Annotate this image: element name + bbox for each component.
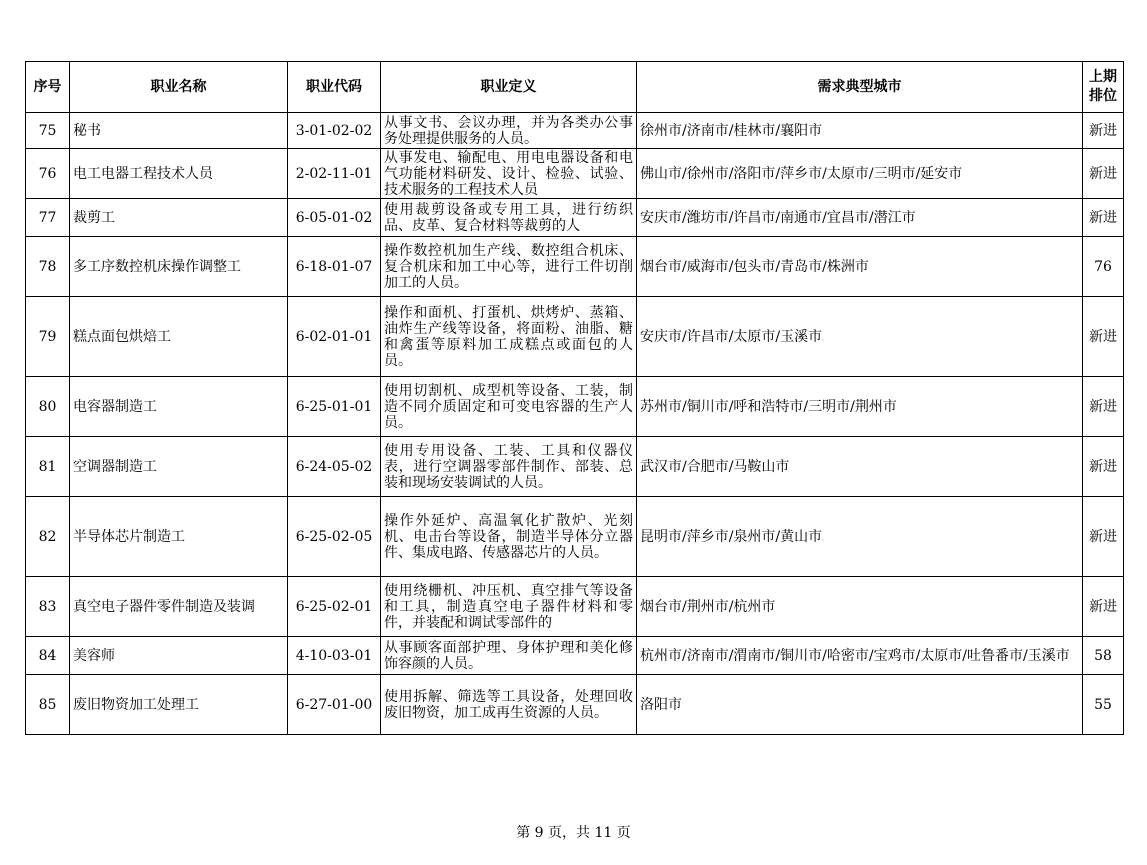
cell-occupation-code: 6-24-05-02 [288,437,381,497]
table-row [26,577,1124,637]
cell-cities: 武汉市/合肥市/马鞍山市 [637,437,1083,497]
table-row [26,437,1124,497]
cell-occupation-name: 多工序数控机床操作调整工 [70,237,288,297]
table-row [26,297,1124,377]
cell-occupation-code: 4-10-03-01 [288,637,381,675]
header-name: 职业名称 [70,62,288,113]
header-rank: 上期排位 [1083,62,1124,113]
cell-definition: 使用专用设备、工装、工具和仪器仪表，进行空调器零部件制作、部装、总装和现场安装调试的人员。 [381,437,637,497]
cell-definition: 操作数控机加生产线、数控组合机床、复合机床和加工中心等，进行工件切削加工的人员。 [381,237,637,297]
occupation-table [25,61,1124,735]
cell-occupation-name: 美容师 [70,637,288,675]
cell-rank: 新进 [1083,437,1124,497]
table-row [26,377,1124,437]
cell-cities: 苏州市/铜川市/呼和浩特市/三明市/荆州市 [637,377,1083,437]
table-row [26,237,1124,297]
cell-occupation-name: 真空电子器件零件制造及装调 [70,577,288,637]
cell-cities: 杭州市/济南市/渭南市/铜川市/哈密市/宝鸡市/太原市/吐鲁番市/玉溪市 [637,637,1083,675]
header-cities: 需求典型城市 [637,62,1083,113]
cell-rank: 新进 [1083,577,1124,637]
table-row [26,113,1124,149]
cell-definition: 使用切割机、成型机等设备、工装，制造不同介质固定和可变电容器的生产人员。 [381,377,637,437]
cell-cities: 佛山市/徐州市/洛阳市/萍乡市/太原市/三明市/延安市 [637,149,1083,199]
cell-seq: 81 [26,437,70,497]
table-row [26,497,1124,577]
header-seq: 序号 [26,62,70,113]
cell-occupation-code: 6-27-01-00 [288,675,381,735]
cell-occupation-code: 6-25-01-01 [288,377,381,437]
table-row [26,199,1124,237]
header-row [26,62,1124,113]
cell-seq: 82 [26,497,70,577]
cell-definition: 使用裁剪设备或专用工具，进行纺织品、皮革、复合材料等裁剪的人 [381,199,637,237]
cell-cities: 洛阳市 [637,675,1083,735]
cell-seq: 84 [26,637,70,675]
cell-rank: 58 [1083,637,1124,675]
page-footer: 第 9 页，共 11 页 [516,825,631,841]
cell-occupation-name: 废旧物资加工处理工 [70,675,288,735]
cell-seq: 75 [26,113,70,149]
header-code: 职业代码 [288,62,381,113]
header-definition: 职业定义 [381,62,637,113]
cell-occupation-name: 秘书 [70,113,288,149]
cell-rank: 新进 [1083,377,1124,437]
cell-occupation-code: 6-05-01-02 [288,199,381,237]
cell-rank: 新进 [1083,199,1124,237]
cell-definition: 从事顾客面部护理、身体护理和美化修饰容颜的人员。 [381,637,637,675]
table-row [26,149,1124,199]
cell-rank: 新进 [1083,297,1124,377]
cell-cities: 安庆市/许昌市/太原市/玉溪市 [637,297,1083,377]
cell-seq: 78 [26,237,70,297]
cell-definition: 使用绕栅机、冲压机、真空排气等设备和工具，制造真空电子器件材料和零件，并装配和调试零部件的 [381,577,637,637]
cell-definition: 操作和面机、打蛋机、烘烤炉、蒸箱、油炸生产线等设备，将面粉、油脂、糖和禽蛋等原料加工成糕点或面包的人员。 [381,297,637,377]
cell-cities: 烟台市/荆州市/杭州市 [637,577,1083,637]
cell-rank: 新进 [1083,149,1124,199]
cell-occupation-name: 电容器制造工 [70,377,288,437]
cell-seq: 80 [26,377,70,437]
cell-occupation-code: 6-25-02-05 [288,497,381,577]
cell-rank: 76 [1083,237,1124,297]
cell-rank: 新进 [1083,113,1124,149]
cell-cities: 徐州市/济南市/桂林市/襄阳市 [637,113,1083,149]
cell-cities: 昆明市/萍乡市/泉州市/黄山市 [637,497,1083,577]
cell-cities: 安庆市/潍坊市/许昌市/南通市/宜昌市/潜江市 [637,199,1083,237]
cell-occupation-name: 电工电器工程技术人员 [70,149,288,199]
table-row [26,675,1124,735]
cell-occupation-code: 6-25-02-01 [288,577,381,637]
cell-seq: 83 [26,577,70,637]
cell-occupation-name: 半导体芯片制造工 [70,497,288,577]
cell-occupation-code: 6-02-01-01 [288,297,381,377]
cell-occupation-code: 2-02-11-01 [288,149,381,199]
table-row [26,637,1124,675]
cell-cities: 烟台市/威海市/包头市/青岛市/株洲市 [637,237,1083,297]
cell-occupation-name: 糕点面包烘焙工 [70,297,288,377]
cell-occupation-code: 6-18-01-07 [288,237,381,297]
cell-definition: 从事文书、会议办理，并为各类办公事务处理提供服务的人员。 [381,113,637,149]
cell-occupation-name: 裁剪工 [70,199,288,237]
cell-seq: 79 [26,297,70,377]
cell-definition: 操作外延炉、高温氧化扩散炉、光刻机、电击台等设备，制造半导体分立器件、集成电路、传感器芯片的人员。 [381,497,637,577]
cell-definition: 使用拆解、筛选等工具设备，处理回收废旧物资，加工成再生资源的人员。 [381,675,637,735]
cell-occupation-name: 空调器制造工 [70,437,288,497]
cell-rank: 55 [1083,675,1124,735]
cell-seq: 85 [26,675,70,735]
cell-seq: 76 [26,149,70,199]
cell-definition: 从事发电、输配电、用电电器设备和电气功能材料研发、设计、检验、试验、技术服务的工程技术人员 [381,149,637,199]
cell-seq: 77 [26,199,70,237]
cell-occupation-code: 3-01-02-02 [288,113,381,149]
cell-rank: 新进 [1083,497,1124,577]
